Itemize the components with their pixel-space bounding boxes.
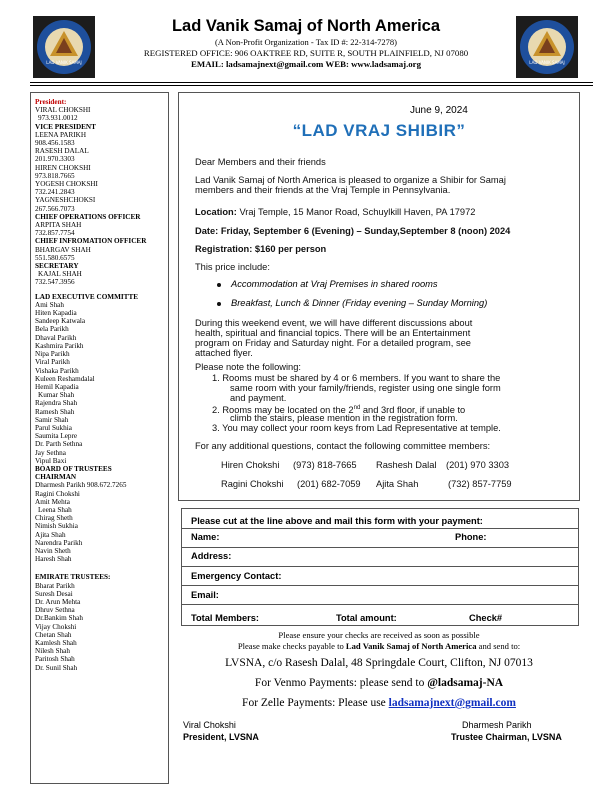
sidebar-line: Ragini Chokshi bbox=[35, 489, 80, 498]
event-title: “LAD VRAJ SHIBIR” bbox=[292, 121, 466, 140]
vp-heading: VICE PRESIDENT bbox=[35, 122, 96, 131]
zelle-line bbox=[178, 697, 580, 709]
sidebar-line: Vipul Baxi bbox=[35, 456, 67, 465]
sidebar-line: Rajendra Shah bbox=[35, 399, 78, 408]
sidebar-line: Parul Sukhia bbox=[35, 423, 72, 432]
org-name: Lad Vanik Samaj of North America bbox=[171, 17, 441, 35]
location-line bbox=[195, 207, 475, 217]
intro-line: Lad Vanik Samaj of North America is pleased to organize a Shibir for Samaj bbox=[195, 175, 506, 185]
note-line: 3. You may collect your room keys from Lad Representative at temple. bbox=[212, 423, 501, 433]
email-field[interactable]: Email: bbox=[191, 590, 219, 600]
address-field[interactable]: Address: bbox=[191, 551, 232, 561]
sidebar-line: Ami Shah bbox=[35, 300, 64, 309]
sidebar-line: Suresh Desai bbox=[35, 589, 73, 598]
contact-name: Ragini Chokshi bbox=[221, 479, 284, 489]
sidebar-line: Vishaka Parikh bbox=[35, 366, 79, 375]
location-label: Location: bbox=[195, 207, 237, 217]
note2-text: and 3rd floor, if unable to bbox=[360, 405, 466, 416]
note2-text: 2. Rooms may be located on the 2 bbox=[212, 405, 354, 416]
payable-org: Lad Vanik Samaj of North America bbox=[345, 641, 477, 651]
sidebar-line: Narendra Parikh bbox=[35, 538, 83, 547]
sidebar-line: Samir Shah bbox=[35, 415, 69, 424]
contact-line bbox=[0, 59, 612, 69]
president-heading: President: bbox=[35, 98, 67, 106]
sidebar-line: 267.566.7073 bbox=[35, 204, 75, 213]
org-subtitle: (A Non-Profit Organization - Tax ID #: 22-314-7278) bbox=[214, 37, 398, 47]
location-value: Vraj Temple, 15 Manor Road, Schuylkill Haven, PA 17972 bbox=[239, 207, 476, 217]
contact-name: Ajita Shah bbox=[376, 479, 419, 489]
sidebar-line: Haresh Shah bbox=[35, 555, 72, 564]
cut-line-note: Please cut at the line above and mail this form with your payment: bbox=[191, 516, 483, 526]
sidebar-line: Hiten Kapadia bbox=[35, 309, 77, 318]
sidebar-line: Paritosh Shah bbox=[35, 655, 75, 664]
sidebar-line: 973.818.7665 bbox=[35, 171, 75, 180]
note-line: same room with your family/friends, register using one single form bbox=[230, 383, 501, 393]
include-item: Breakfast, Lunch & Dinner (Friday evening – Sunday Morning) bbox=[231, 298, 488, 308]
total-members-field[interactable]: Total Members: bbox=[191, 613, 260, 623]
sidebar-line: Kumar Shah bbox=[38, 391, 75, 400]
zelle-text: For Zelle Payments: Please use bbox=[242, 697, 389, 709]
header-web: www.ladsamaj.org bbox=[351, 59, 421, 69]
sidebar-line: Dr. Sunil Shah bbox=[35, 663, 78, 672]
sidebar-line: Chirag Sheth bbox=[35, 514, 73, 523]
sidebar-line: Ajita Shah bbox=[35, 530, 66, 539]
sidebar-line: Chetan Shah bbox=[35, 630, 72, 639]
contact-intro: For any additional questions, contact the following committee members: bbox=[195, 441, 491, 451]
registered-office: REGISTERED OFFICE: 906 OAKTREE RD, SUITE R, SOUTH PLAINFIELD, NJ 07080 bbox=[143, 48, 469, 58]
chairman-heading: CHAIRMAN bbox=[35, 473, 77, 482]
sidebar-line: Viral Parikh bbox=[35, 358, 70, 367]
sidebar-line: YAGNESHCHOKSI bbox=[35, 196, 96, 205]
event-dates: Date: Friday, September 6 (Evening) – Sunday,September 8 (noon) 2024 bbox=[195, 226, 511, 236]
include-item: Accommodation at Vraj Premises in shared rooms bbox=[231, 279, 438, 289]
sidebar-line: Saumita Lepre bbox=[35, 432, 78, 441]
intro-line: members and their friends at the Vraj Temple in Pennsylvania. bbox=[195, 185, 451, 195]
sidebar-line: 201.970.3303 bbox=[35, 155, 75, 164]
note2-sup: nd bbox=[353, 405, 361, 411]
right-signatory-name: Dharmesh Parikh bbox=[462, 720, 532, 730]
weekend-line: attached flyer. bbox=[195, 348, 253, 358]
letter-box bbox=[178, 92, 580, 501]
payable-text: Please make checks payable to bbox=[237, 641, 346, 651]
total-amount-field[interactable]: Total amount: bbox=[336, 613, 397, 623]
sidebar-line: Nipa Parikh bbox=[35, 350, 70, 359]
form-row bbox=[182, 585, 578, 605]
payable-text: and send to: bbox=[476, 641, 521, 651]
contact-phone: (973) 818-7665 bbox=[293, 460, 357, 470]
header-email: ladsamajnext@gmail.com bbox=[225, 59, 324, 69]
note-line: 1. Rooms must be shared by 4 or 6 members. If you want to share the bbox=[212, 373, 501, 383]
email-label: EMAIL: bbox=[191, 59, 224, 69]
weekend-line: health, spiritual and financial topics. There will be an Entertainment bbox=[195, 328, 471, 338]
sidebar-line: HIREN CHOKSHI bbox=[35, 163, 91, 172]
venmo-handle: @ladsamaj-NA bbox=[427, 677, 504, 689]
venmo-line bbox=[178, 677, 580, 689]
weekend-line: During this weekend event, we will have different discussions about bbox=[195, 318, 473, 328]
sidebar-line: 551.580.6575 bbox=[35, 253, 75, 262]
cio-heading: CHIEF INFROMATION OFFICER bbox=[35, 237, 147, 246]
bullet-icon bbox=[217, 283, 221, 287]
header-rule bbox=[30, 85, 593, 86]
sidebar-line: 732.241.2843 bbox=[35, 188, 75, 197]
sidebar-line: 908.456.1583 bbox=[35, 139, 75, 148]
form-row bbox=[182, 547, 578, 567]
sidebar-line: 732.547.3956 bbox=[35, 278, 75, 287]
sidebar-line: Amit Mehta bbox=[35, 497, 70, 506]
logo-text: LAD VANIK SAMAJ bbox=[46, 60, 82, 65]
sidebar-line: Nimish Sukhia bbox=[35, 522, 78, 531]
secretary-heading: SECRETARY bbox=[35, 262, 79, 271]
sidebar-line: Leena Shah bbox=[38, 505, 72, 514]
sidebar-line: BHARGAV SHAH bbox=[35, 245, 91, 254]
sidebar-line: Navin Sheth bbox=[35, 546, 71, 555]
sidebar-line: Bela Parikh bbox=[35, 325, 69, 334]
letter-date: June 9, 2024 bbox=[410, 105, 468, 116]
name-field[interactable]: Name: bbox=[191, 532, 220, 542]
sidebar-line: Kashmira Parikh bbox=[35, 341, 84, 350]
zelle-email-link[interactable]: ladsamajnext@gmail.com bbox=[388, 697, 516, 709]
emirate-heading: EMIRATE TRUSTEES: bbox=[35, 573, 111, 582]
price-include: This price include: bbox=[195, 262, 270, 272]
sidebar-line: Dhaval Parikh bbox=[35, 333, 77, 342]
left-signatory-name: Viral Chokshi bbox=[183, 720, 236, 730]
exec-heading: LAD EXECUTIVE COMMITTE bbox=[35, 292, 139, 301]
sidebar-line: ARPITA SHAH bbox=[35, 221, 82, 230]
right-signatory-title: Trustee Chairman, LVSNA bbox=[451, 732, 562, 742]
officers-sidebar bbox=[30, 92, 169, 784]
trustees-heading: BOARD OF TRUSTEES bbox=[35, 464, 112, 473]
logo-text: LAD VANIK SAMAJ bbox=[529, 60, 565, 65]
sidebar-line: Nilesh Shah bbox=[35, 647, 70, 656]
sidebar-line: Sandeep Katwala bbox=[35, 317, 86, 326]
sidebar-line: Dr.Bankim Shah bbox=[35, 614, 83, 623]
sidebar-line: Dhruv Sethna bbox=[35, 606, 75, 615]
bullet-icon bbox=[217, 302, 221, 306]
phone-field[interactable]: Phone: bbox=[455, 532, 487, 542]
emergency-contact-field[interactable]: Emergency Contact: bbox=[191, 571, 282, 581]
note-heading: Please note the following: bbox=[195, 362, 301, 372]
sidebar-line: Dr. Parth Sethna bbox=[35, 440, 83, 449]
note-line: climb the stairs, please mention in the registration form. bbox=[230, 413, 458, 423]
payable-note bbox=[178, 641, 580, 651]
weekend-line: program on Friday and Saturday night. For a detailed program, see bbox=[195, 338, 471, 348]
sidebar-line: RASESH DALAL bbox=[35, 147, 89, 156]
sidebar-line: Jay Sethna bbox=[35, 448, 66, 457]
contact-phone: (201) 970 3303 bbox=[446, 460, 510, 470]
registration-fee: Registration: $160 per person bbox=[195, 244, 327, 254]
sidebar-line: Hemil Kapadia bbox=[35, 382, 79, 391]
check-number-field[interactable]: Check# bbox=[469, 613, 503, 623]
contact-name: Rashesh Dalal bbox=[376, 460, 437, 470]
sidebar-line: YOGESH CHOKSHI bbox=[35, 180, 98, 189]
venmo-text: For Venmo Payments: please send to bbox=[254, 677, 428, 689]
note-line: and payment. bbox=[230, 393, 287, 403]
greeting: Dear Members and their friends bbox=[195, 157, 326, 167]
contact-phone: (732) 857-7759 bbox=[448, 479, 512, 489]
sidebar-line: Kamlesh Shah bbox=[35, 639, 77, 647]
sidebar-line: Vijay Chokshi bbox=[35, 622, 77, 631]
web-label: WEB: bbox=[325, 59, 349, 69]
header-rule bbox=[30, 82, 593, 83]
sidebar-line: Dharmesh Parikh 908.672.7265 bbox=[35, 481, 127, 490]
payment-note: Please ensure your checks are received as soon as possible bbox=[278, 630, 480, 640]
sidebar-line: LEENA PARIKH bbox=[35, 130, 87, 139]
sidebar-line: Bharat Parikh bbox=[35, 581, 75, 590]
sidebar-line: VIRAL CHOKSHI bbox=[35, 106, 91, 115]
sidebar-line: 973.931.0012 bbox=[38, 114, 78, 123]
sidebar-line: 732.857.7754 bbox=[35, 229, 75, 238]
coo-heading: CHIEF OPERATIONS OFFICER bbox=[35, 212, 141, 221]
contact-phone: (201) 682-7059 bbox=[297, 479, 361, 489]
left-signatory-title: President, LVSNA bbox=[183, 732, 259, 742]
sidebar-line: Kuleen Reshamdalal bbox=[35, 374, 95, 383]
mailing-address: LVSNA, c/o Rasesh Dalal, 48 Springdale Court, Clifton, NJ 07013 bbox=[225, 657, 533, 669]
contact-name: Hiren Chokshi bbox=[221, 460, 280, 470]
sidebar-line: KAJAL SHAH bbox=[38, 270, 82, 279]
sidebar-line: Ramesh Shah bbox=[35, 407, 75, 416]
sidebar-line: Dr. Arun Mehta bbox=[35, 597, 81, 606]
form-row bbox=[182, 528, 578, 548]
